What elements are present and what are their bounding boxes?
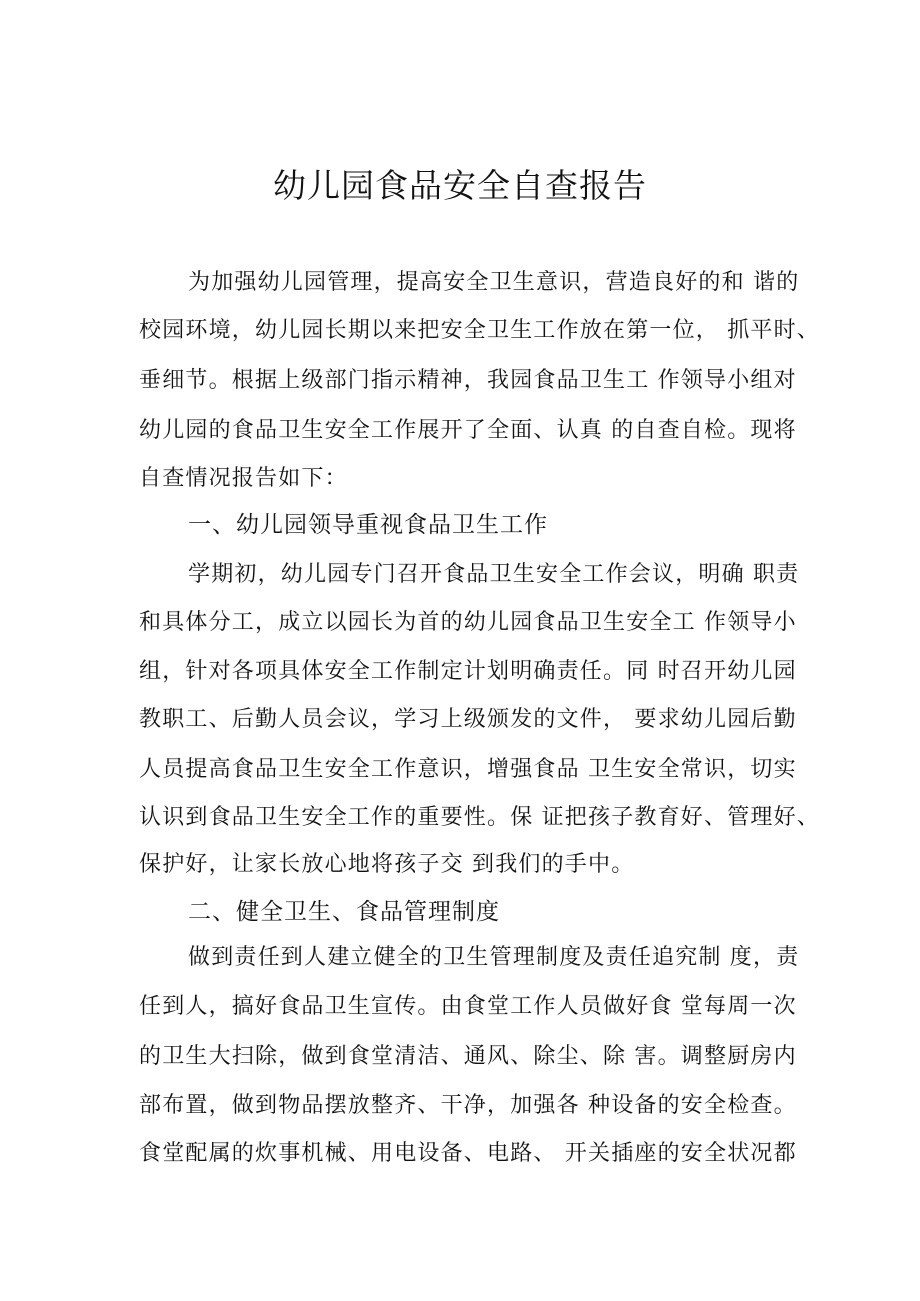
body-line: 和具体分工，成立以园长为首的幼儿园食品卫生安全工 作领导小 bbox=[139, 610, 797, 635]
body-line: 保护好，让家长放心地将孩子交 到我们的手中。 bbox=[139, 852, 635, 877]
body-line: 认识到食品卫生安全工作的重要性。保 证把孩子教育好、管理好、 bbox=[139, 805, 820, 830]
body-line: 教职工、后勤人员会议，学习上级颁发的文件， 要求幼儿园后勤 bbox=[139, 707, 797, 732]
body-line: 做到责任到人建立健全的卫生管理制度及责任追究制 度，责 bbox=[188, 945, 800, 970]
section-heading: 二、健全卫生、食品管理制度 bbox=[188, 899, 500, 925]
body-line: 人员提高食品卫生安全工作意识，增强食品 卫生安全常识，切实 bbox=[139, 757, 797, 782]
body-line: 组，针对各项具体安全工作制定计划明确责任。同 时召开幼儿园 bbox=[139, 659, 797, 684]
body-line: 自查情况报告如下： bbox=[139, 466, 348, 491]
body-line: 学期初，幼儿园专门召开食品卫生安全工作会议，明确 职责 bbox=[188, 562, 800, 587]
body-line: 为加强幼儿园管理，提高安全卫生意识，营造良好的和 谐的 bbox=[188, 270, 800, 295]
document-title: 幼儿园食品安全自查报告 bbox=[273, 166, 647, 205]
body-line: 校园环境，幼儿园长期以来把安全卫生工作放在第一位， 抓平时、 bbox=[139, 318, 820, 343]
body-line: 任到人，搞好食品卫生宣传。由食堂工作人员做好食 堂每周一次 bbox=[139, 994, 797, 1019]
body-line: 食堂配属的炊事机械、用电设备、电路、 开关插座的安全状况都 bbox=[139, 1141, 797, 1166]
body-line: 垂细节。根据上级部门指示精神，我园食品卫生工 作领导小组对 bbox=[139, 368, 797, 393]
section-heading: 一、幼儿园领导重视食品卫生工作 bbox=[188, 512, 548, 538]
body-line: 的卫生大扫除，做到食堂清洁、通风、除尘、除 害。调整厨房内 bbox=[139, 1044, 797, 1069]
body-line: 部布置，做到物品摆放整齐、干净，加强各 种设备的安全检查。 bbox=[139, 1093, 797, 1118]
body-line: 幼儿园的食品卫生安全工作展开了全面、认真 的自查自检。现将 bbox=[139, 418, 797, 443]
